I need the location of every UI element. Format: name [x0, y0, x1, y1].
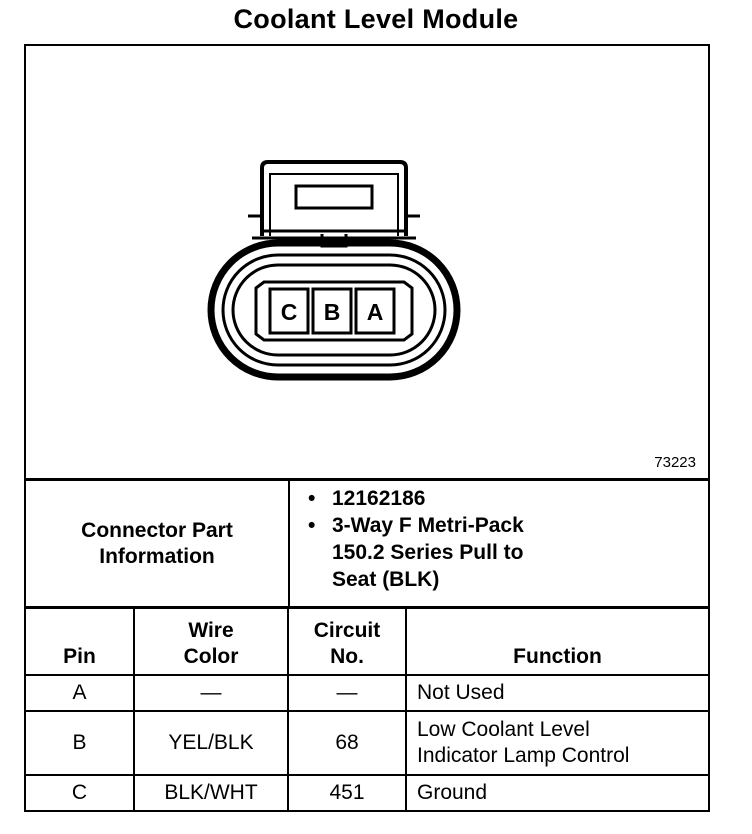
- function-cell: Ground: [406, 775, 708, 810]
- figure-number: 73223: [654, 454, 696, 471]
- connector-type-item: • 3-Way F Metri-Pack 150.2 Series Pull to Seat (BLK): [290, 512, 700, 593]
- pin-table: [26, 609, 708, 810]
- table-row: [26, 675, 708, 711]
- circuit-cell: —: [288, 675, 406, 711]
- wire-color-cell: —: [134, 675, 288, 711]
- pin-label-a: A: [366, 299, 384, 325]
- connector-info-list: [290, 485, 700, 593]
- pin-label-b: B: [323, 299, 341, 325]
- circuit-cell: 68: [288, 711, 406, 775]
- function-cell: Low Coolant Level Indicator Lamp Control: [406, 711, 708, 775]
- page-title: Coolant Level Module: [233, 4, 519, 34]
- connector-drawing: [26, 46, 708, 478]
- part-number-item: • 12162186: [290, 485, 700, 512]
- pin-cell: B: [26, 711, 134, 775]
- header-pin: Pin: [26, 609, 134, 675]
- header-function: Function: [406, 609, 708, 675]
- table-row: [26, 711, 708, 775]
- connector-end-view-frame: [24, 44, 710, 812]
- connector-diagram-panel: [26, 46, 708, 481]
- wire-color-cell: BLK/WHT: [134, 775, 288, 810]
- pin-cell: C: [26, 775, 134, 810]
- header-circuit-no: Circuit No.: [288, 609, 406, 675]
- pin-cavities: [270, 289, 394, 333]
- wire-color-cell: YEL/BLK: [134, 711, 288, 775]
- table-row: [26, 775, 708, 810]
- connector-part-info: [26, 481, 708, 609]
- connector-info-label: Connector Part Information: [26, 481, 290, 606]
- circuit-cell: 451: [288, 775, 406, 810]
- connector-lock-tab: [248, 162, 420, 246]
- header-wire-color: Wire Color: [134, 609, 288, 675]
- pin-table-header-row: [26, 609, 708, 675]
- pin-label-c: C: [280, 299, 298, 325]
- pin-cell: A: [26, 675, 134, 711]
- function-cell: Not Used: [406, 675, 708, 711]
